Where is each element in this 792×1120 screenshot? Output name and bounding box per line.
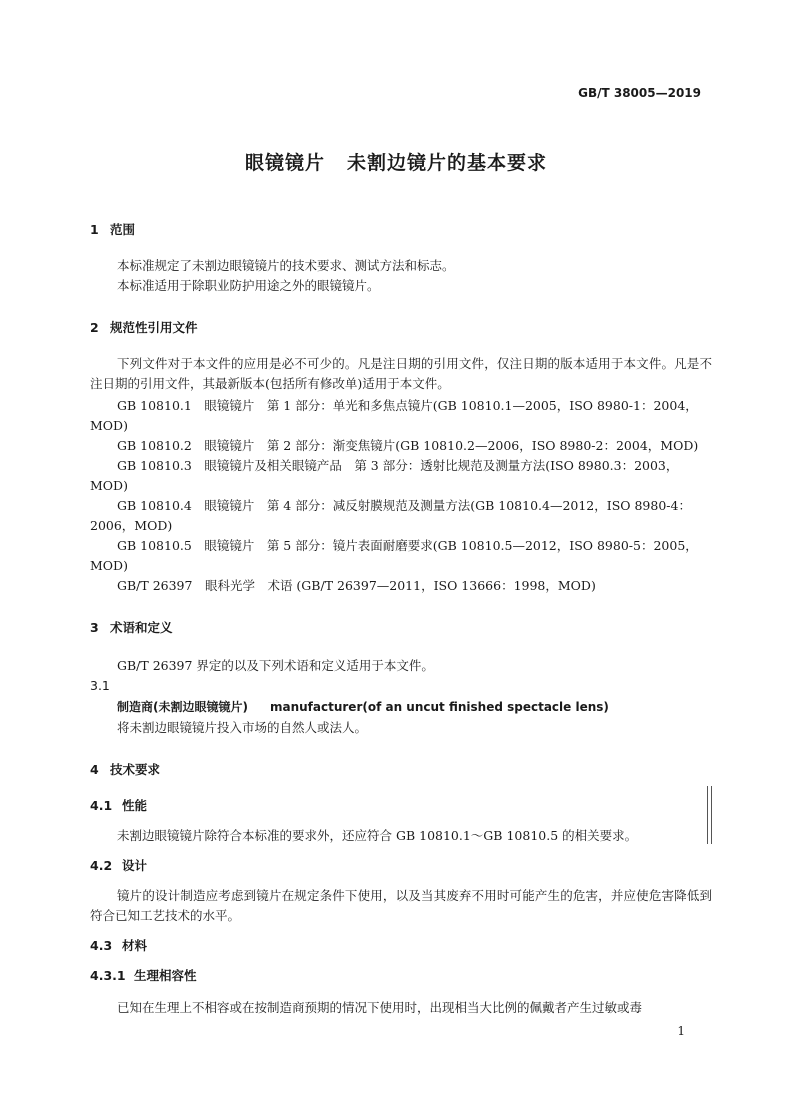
section-1-paragraph-2: 本标准适用于除职业防护用途之外的眼镜镜片。 — [117, 278, 380, 293]
section-1-paragraph-1: 本标准规定了未割边眼镜镜片的技术要求、测试方法和标志。 — [117, 258, 455, 273]
reference-entry: GB 10810.3 眼镜镜片及相关眼镜产品 第 3 部分：透射比规范及测量方法(ISO 8980.3：2003， MOD) — [90, 458, 679, 493]
reference-entry: GB/T 26397 眼科光学 术语 (GB/T 26397—2011，ISO 13666：1998，MOD) — [117, 578, 596, 593]
term-title: 制造商(未割边眼镜镜片) manufacturer(of an uncut finished spectacle lens) — [117, 700, 609, 714]
section-1-heading: 1 范围 — [90, 222, 136, 237]
section-4-heading: 4 技术要求 — [90, 762, 161, 777]
title-part-1: 眼镜镜片 — [244, 152, 325, 174]
standard-number: GB/T 38005—2019 — [578, 86, 701, 100]
subsection-4-1-heading: 4.1 性能 — [90, 798, 148, 813]
change-bar — [707, 786, 712, 844]
reference-entry: GB 10810.5 眼镜镜片 第 5 部分：镜片表面耐磨要求(GB 10810.5—2012，ISO 8980-5：2005， MOD) — [90, 538, 698, 573]
reference-entry: GB 10810.2 眼镜镜片 第 2 部分：渐变焦镜片(GB 10810.2—2006，ISO 8980-2：2004，MOD) — [117, 438, 699, 453]
term-number: 3.1 — [90, 678, 110, 693]
section-3-heading: 3 术语和定义 — [90, 620, 173, 635]
subsection-4-3-heading: 4.3 材料 — [90, 938, 148, 953]
section-2-heading: 2 规范性引用文件 — [90, 320, 198, 335]
subsection-4-2-text: 镜片的设计制造应考虑到镜片在规定条件下使用，以及当其废弃不用时可能产生的危害，并应使危害降低到符合已知工艺技术的水平。 — [90, 888, 712, 923]
reference-entry: GB 10810.1 眼镜镜片 第 1 部分：单光和多焦点镜片(GB 10810.1—2005，ISO 8980-1：2004， MOD) — [90, 398, 698, 433]
page-number: 1 — [677, 1024, 685, 1038]
section-3-intro: GB/T 26397 界定的以及下列术语和定义适用于本文件。 — [117, 658, 434, 673]
title-part-2: 未割边镜片的基本要求 — [347, 152, 548, 174]
term-definition: 将未割边眼镜镜片投入市场的自然人或法人。 — [117, 720, 368, 735]
subsection-4-3-1-heading: 4.3.1 生理相容性 — [90, 968, 197, 983]
document-title — [0, 148, 792, 175]
subsection-4-3-1-text: 已知在生理上不相容或在按制造商预期的情况下使用时，出现相当大比例的佩戴者产生过敏或毒 — [117, 1000, 643, 1015]
subsection-4-1-text: 未割边眼镜镜片除符合本标准的要求外，还应符合 GB 10810.1～GB 10810.5 的相关要求。 — [117, 828, 638, 843]
section-2-intro: 下列文件对于本文件的应用是必不可少的。凡是注日期的引用文件，仅注日期的版本适用于本文件。凡是不注日期的引用文件，其最新版本(包括所有修改单)适用于本文件。 — [90, 356, 712, 391]
subsection-4-2-heading: 4.2 设计 — [90, 858, 148, 873]
reference-entry: GB 10810.4 眼镜镜片 第 4 部分：减反射膜规范及测量方法(GB 10810.4—2012，ISO 8980-4： 2006，MOD) — [90, 498, 691, 533]
